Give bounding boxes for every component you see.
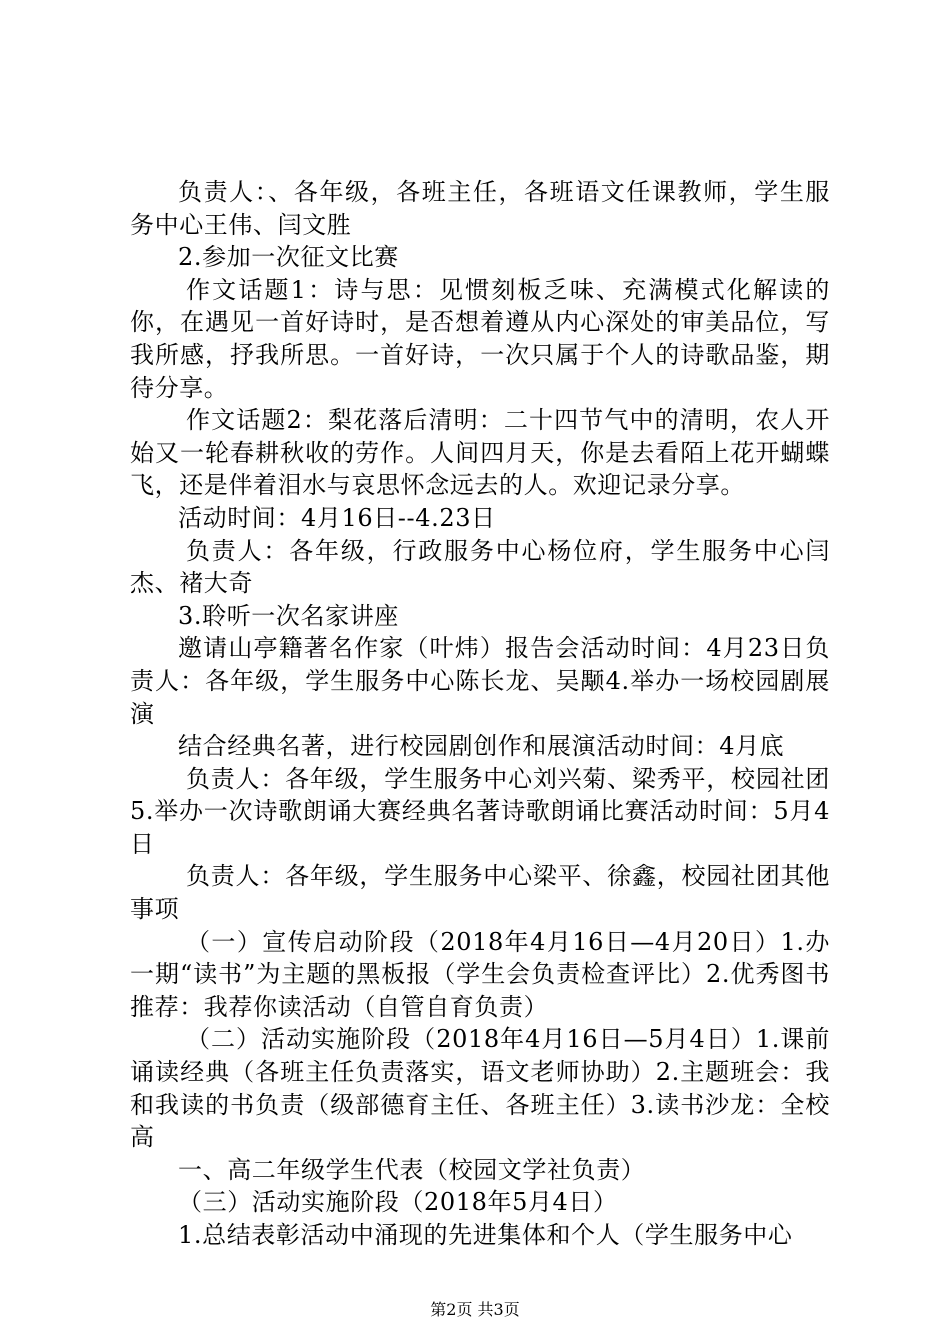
paragraph-lecture-details: 邀请山亭籍著名作家（叶炜）报告会活动时间：4月23日负责人：各年级，学生服务中心陈长龙、吴颙4.举办一场校园剧展演 bbox=[130, 634, 830, 728]
paragraph-campus-drama: 结合经典名著，进行校园剧创作和展演活动时间：4月底 bbox=[178, 732, 785, 761]
document-body bbox=[130, 176, 830, 1252]
paragraph-grade-two-reps: 一、高二年级学生代表（校园文学社负责） bbox=[178, 1155, 646, 1184]
paragraph-responsible-1: 负责人：、各年级，各班主任，各班语文任课教师，学生服务中心王伟、闫文胜 bbox=[130, 178, 830, 239]
paragraph-stage-2: （二）活动实施阶段（2018年4月16日—5月4日）1.课前诵读经典（各班主任负责落实，语文老师协助）2.主题班会：我和我读的书负责（级部德育主任、各班主任）3.读书沙龙：全校高 bbox=[130, 1025, 830, 1152]
paragraph-responsible-3: 负责人：各年级，学生服务中心梁平、徐鑫，校园社团其他事项 bbox=[130, 862, 830, 924]
paragraph-activity-time: 活动时间：4月16日--4.23日 bbox=[178, 503, 496, 532]
paragraph-essay-topic-1: 作文话题1：诗与思：见惯刻板乏味、充满模式化解读的你，在遇见一首好诗时，是否想着遵从内心深处的审美品位，写我所感，抒我所思。一首好诗，一次只属于个人的诗歌品鉴，期待分享。 bbox=[130, 275, 830, 402]
paragraph-essay-topic-2: 作文话题2：梨花落后清明：二十四节气中的清明，农人开始又一轮春耕秋收的劳作。人间四月天，你是去看陌上花开蝴蝶飞，还是伴着泪水与哀思怀念远去的人。欢迎记录分享。 bbox=[130, 406, 830, 500]
paragraph-stage-3: （三）活动实施阶段（2018年5月4日） bbox=[178, 1188, 618, 1217]
paragraph-essay-contest-heading: 2.参加一次征文比赛 bbox=[178, 243, 399, 272]
paragraph-responsible-2: 负责人：各年级，行政服务中心杨位府，学生服务中心闫杰、褚大奇 bbox=[130, 536, 830, 598]
paragraph-stage-1: （一）宣传启动阶段（2018年4月16日—4月20日）1.办一期“读书”为主题的黑板报（学生会负责检查评比）2.优秀图书推荐：我荐你读活动（自管自育负责） bbox=[130, 927, 830, 1021]
paragraph-lecture-heading: 3.聆听一次名家讲座 bbox=[178, 601, 399, 630]
paragraph-poetry-contest: 负责人：各年级，学生服务中心刘兴菊、梁秀平，校园社团5.举办一次诗歌朗诵大赛经典名著诗歌朗诵比赛活动时间：5月4日 bbox=[130, 764, 830, 858]
paragraph-summary: 1.总结表彰活动中涌现的先进集体和个人（学生服务中心 bbox=[178, 1221, 793, 1249]
page-number-footer: 第2页 共3页 bbox=[430, 1300, 520, 1319]
